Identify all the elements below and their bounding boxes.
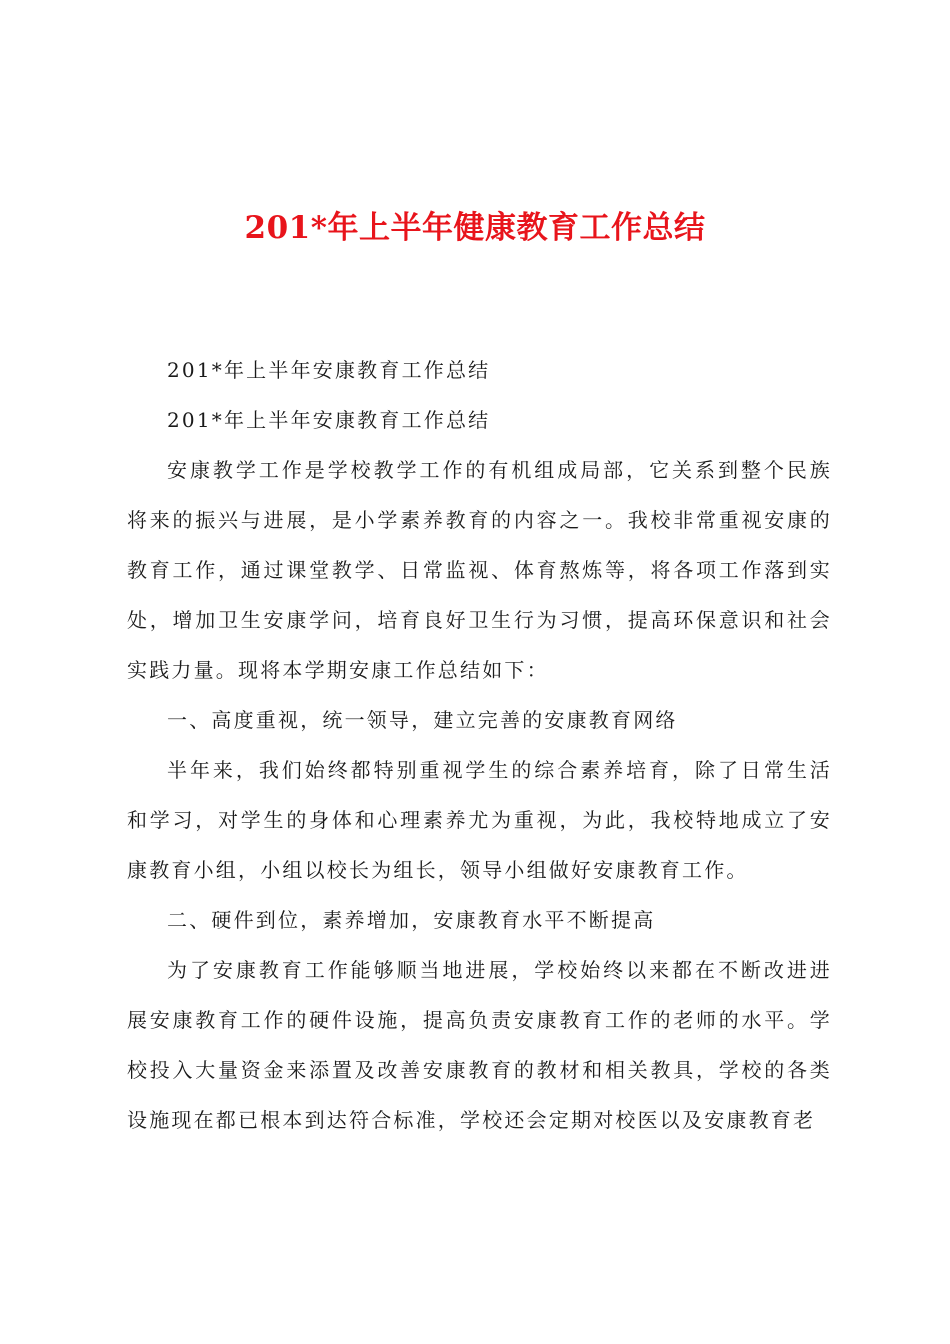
paragraph-subtitle-1: 201*年上半年安康教育工作总结	[167, 358, 491, 382]
section-heading-2: 二、硬件到位，素养增加，安康教育水平不断提高	[167, 908, 656, 932]
document-title: 201*年上半年健康教育工作总结	[244, 210, 706, 246]
paragraph-section-2: 为了安康教育工作能够顺当地进展，学校始终以来都在不断改进进展安康教育工作的硬件设施，提高负责安康教育工作的老师的水平。学校投入大量资金来添置及改善安康教育的教材和相关教具，学校的各类设施现在都已根本到达符合标准，学校还会定期对校医以及安康教育老	[127, 958, 832, 1132]
section-heading-1: 一、高度重视，统一领导，建立完善的安康教育网络	[167, 708, 678, 732]
paragraph-intro: 安康教学工作是学校教学工作的有机组成局部，它关系到整个民族将来的振兴与进展，是小学素养教育的内容之一。我校非常重视安康的教育工作，通过课堂教学、日常监视、体育熬炼等，将各项工作落到实处，增加卫生安康学问，培育良好卫生行为习惯，提高环保意识和社会实践力量。现将本学期安康工作总结如下：	[127, 458, 832, 682]
paragraph-subtitle-2: 201*年上半年安康教育工作总结	[167, 408, 491, 432]
paragraph-section-1: 半年来，我们始终都特别重视学生的综合素养培育，除了日常生活和学习，对学生的身体和心理素养尤为重视，为此，我校特地成立了安康教育小组，小组以校长为组长，领导小组做好安康教育工作。	[127, 758, 832, 882]
document-body	[127, 345, 832, 1145]
